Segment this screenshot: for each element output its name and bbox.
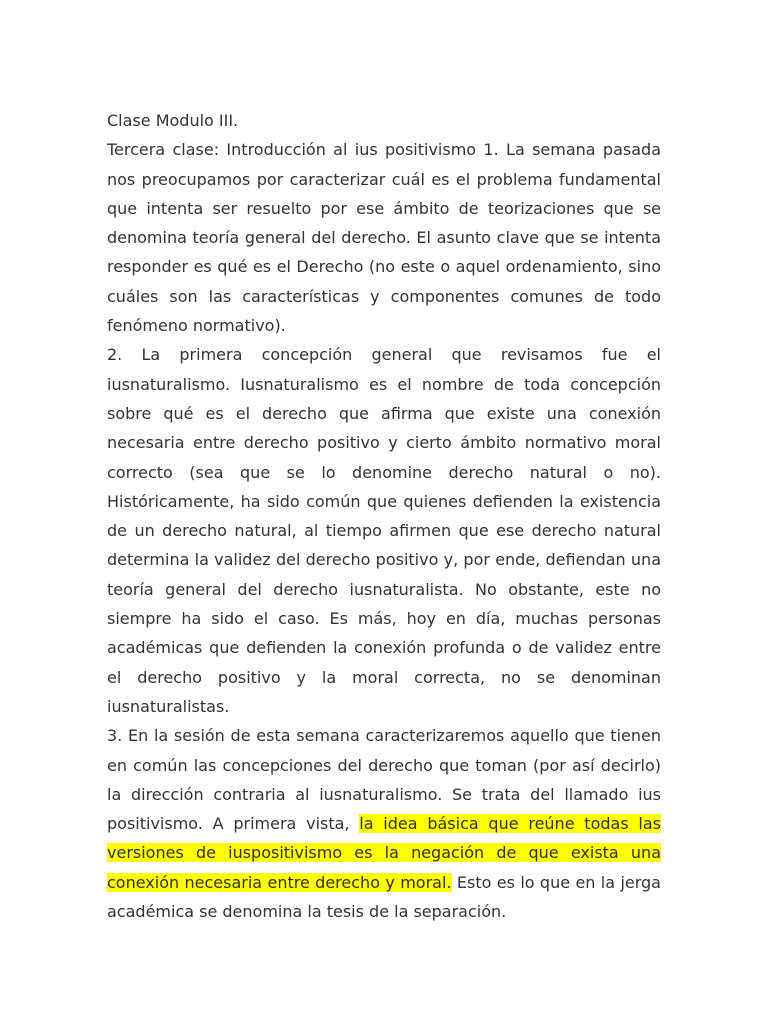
- paragraph-1: Tercera clase: Introducción al ius positivismo 1. La semana pasada nos preocupamos por caracterizar cuál es el problema fundamental que intenta ser resuelto por ese ámbito de teorizaciones que se denomina teoría general del derecho. El asunto clave que se intenta responder es qué es el Derecho (no este o aquel ordenamiento, sino cuáles son las características y componentes comunes de todo fenómeno normativo).: [107, 140, 661, 336]
- highlighted-text: la idea básica que reúne todas las versiones de iuspositivismo es la negación de que exista una conexión necesaria entre derecho y moral.: [107, 814, 662, 892]
- document-title: Clase Modulo III.: [107, 111, 239, 130]
- document-page: [107, 106, 661, 926]
- paragraph-3-intro: 3. En la sesión de esta semana caracterizaremos aquello que tienen en común las concepciones del derecho que toman (por así decirlo) la dirección contraria al iusnaturalismo. Se trata del llamado ius positivismo. A primera vista,: [107, 726, 661, 834]
- paragraph-2: 2. La primera concepción general que revisamos fue el iusnaturalismo. Iusnaturalismo es el nombre de toda concepción sobre qué es el derecho que afirma que existe una conexión necesaria entre derecho positivo y cierto ámbito normativo moral correcto (sea que se lo denomine derecho natural o no). Históricamente, ha sido común que quienes defienden la existencia de un derecho natural, al tiempo afirmen que ese derecho natural determina la validez del derecho positivo y, por ende, defiendan una teoría general del derecho iusnaturalista. No obstante, este no siempre ha sido el caso. Es más, hoy en día, muchas personas académicas que defienden la conexión profunda o de validez entre el derecho positivo y la moral correcta, no se denominan iusnaturalistas.: [107, 345, 661, 716]
- paragraph-3-ending: Esto es lo que en la jerga académica se denomina la tesis de la separación.: [107, 872, 661, 922]
- paragraph-3: [107, 721, 661, 926]
